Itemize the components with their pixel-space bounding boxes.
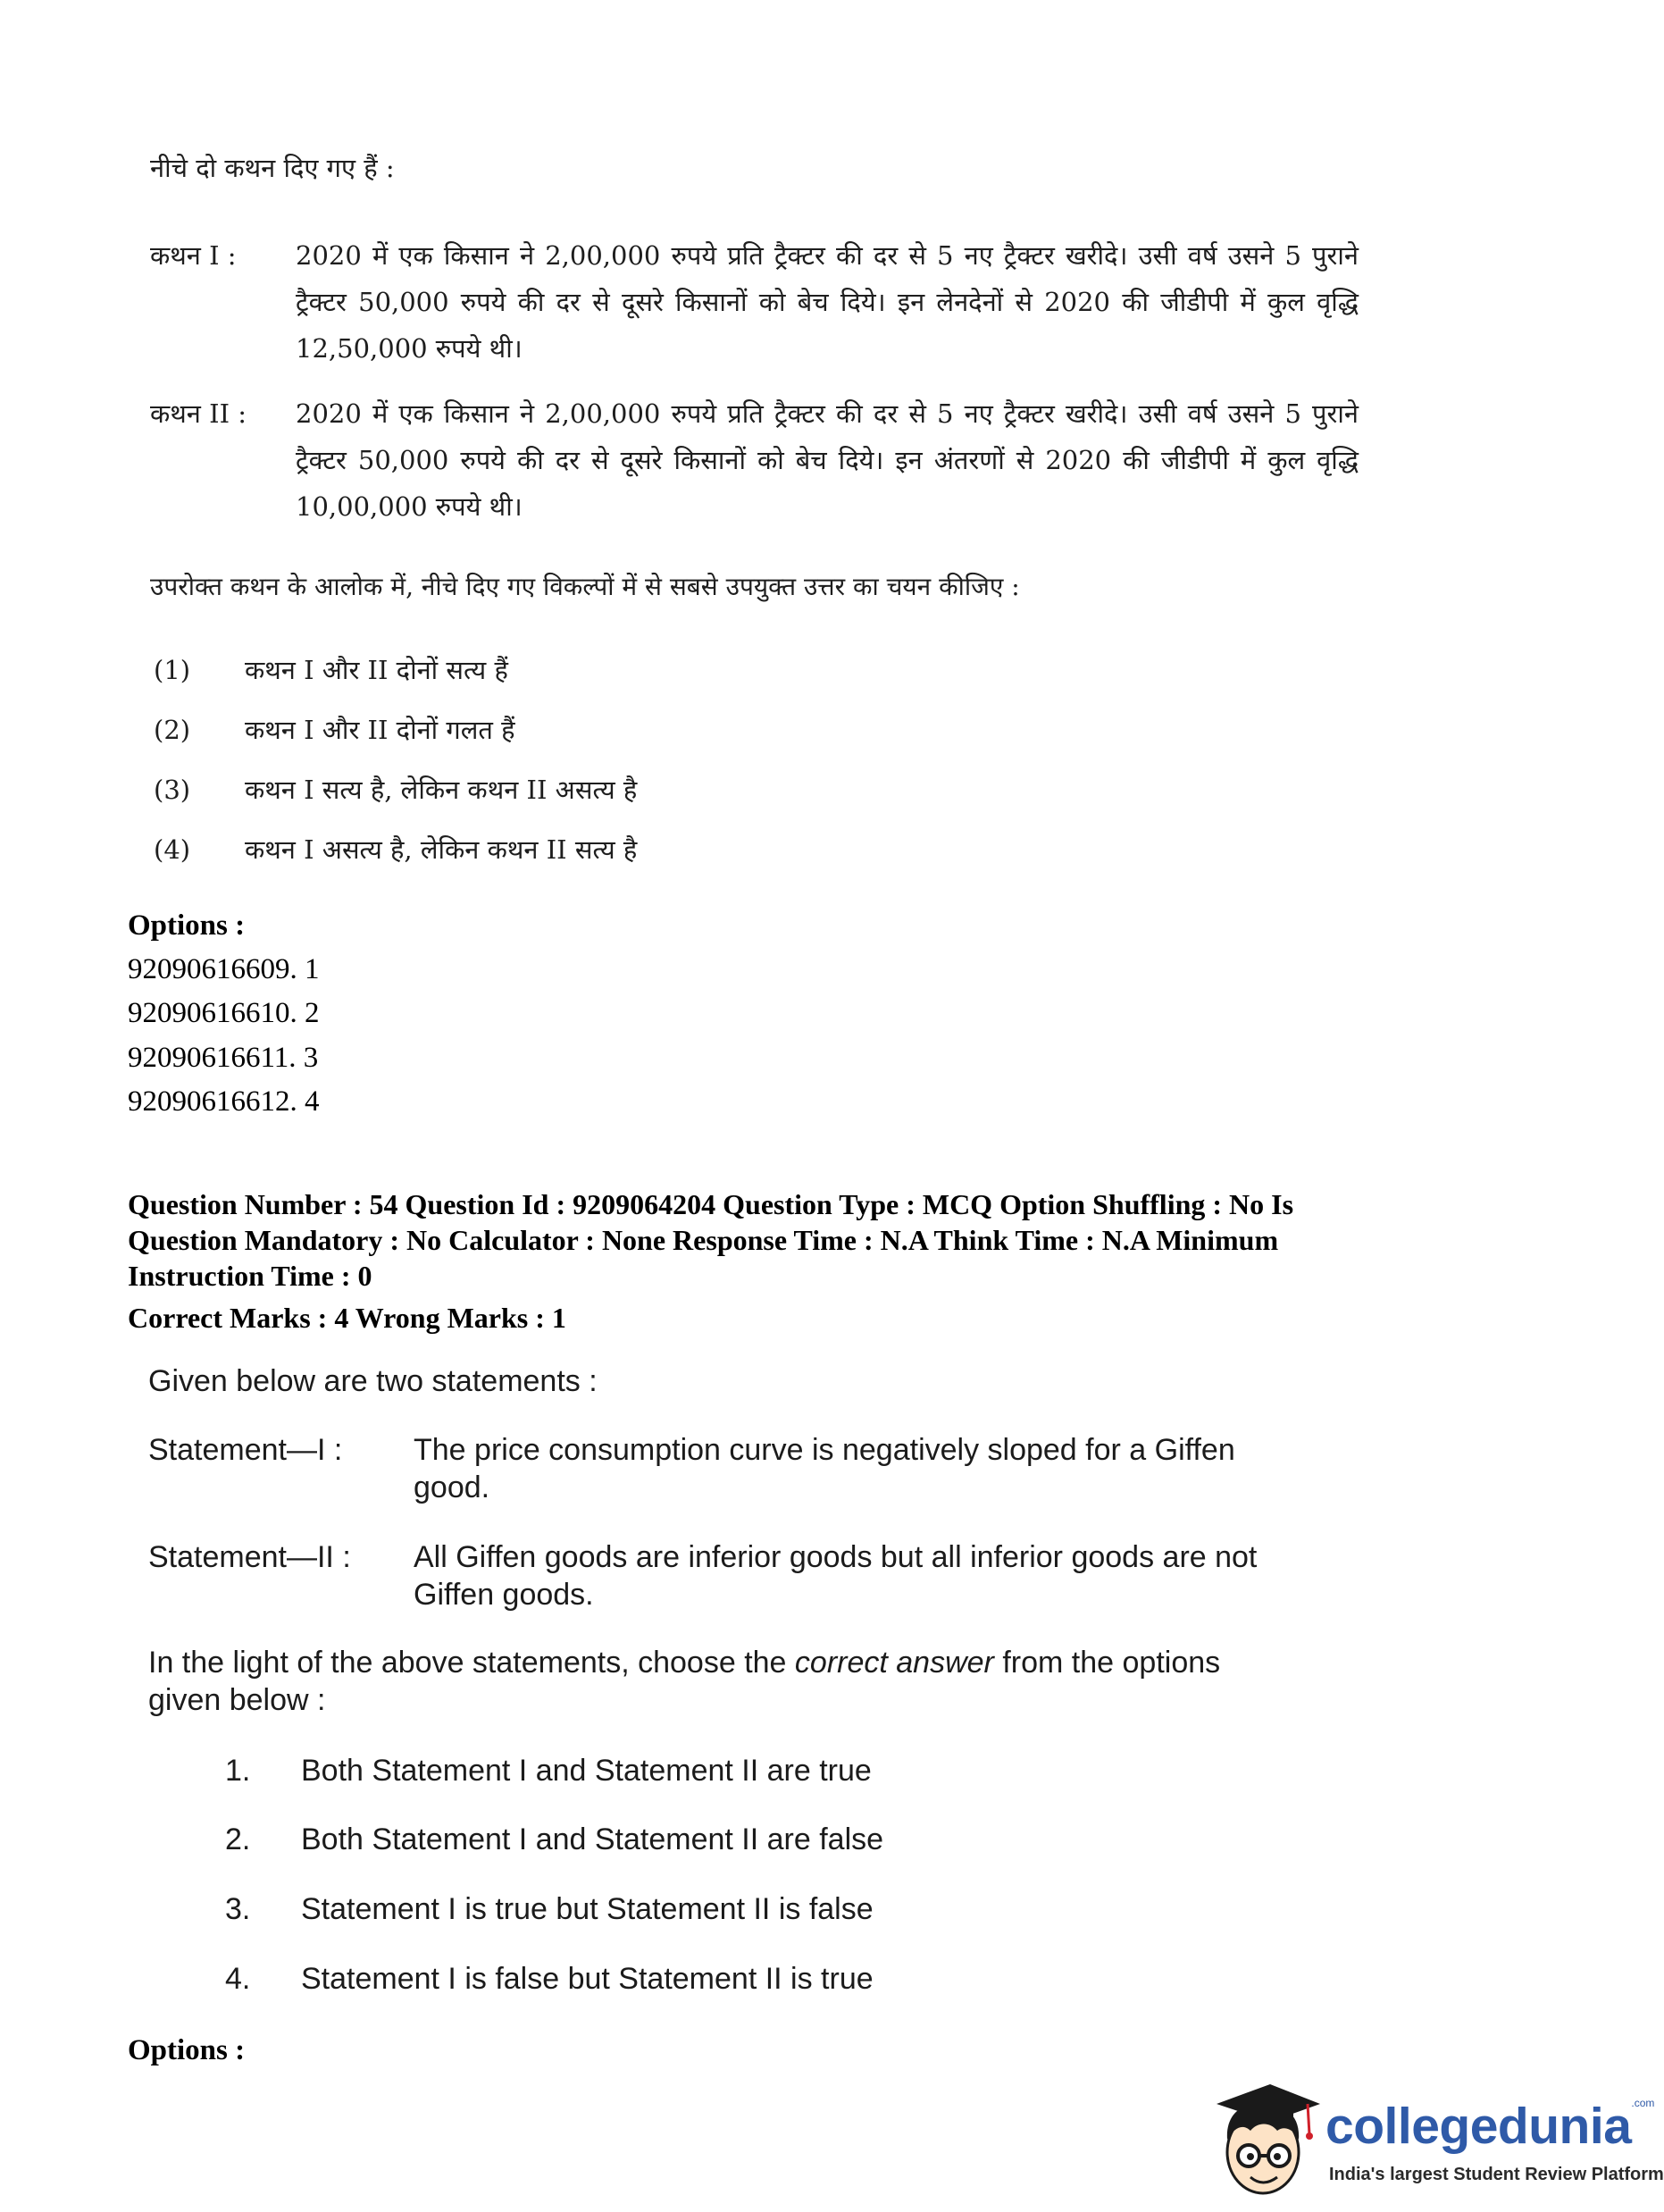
question-marks: Correct Marks : 4 Wrong Marks : 1 xyxy=(128,1302,566,1334)
hindi-statement-1-text: 2020 में एक किसान ने 2,00,000 रुपये प्रति ट्रैक्टर की दर से 5 नए ट्रैक्टर खरीदे। उसी वर्ष उसने 5 पुराने ट्रैक्टर 50,000 रुपये की दर से दूसरे किसानों को बेच दिये। इन लेनदेनों से 2020 की जीडीपी में कुल वृद्धि 12,50,000 रुपये थी। xyxy=(296,240,1359,364)
hindi-statement-2-label: कथन II : xyxy=(150,398,247,429)
english-choice-1-text: Both Statement I and Statement II are true xyxy=(301,1754,872,1788)
english-choice-2-num: 2. xyxy=(225,1822,251,1856)
english-choice-3-text: Statement I is true but Statement II is false xyxy=(301,1892,874,1926)
logo-suffix: .com xyxy=(1631,2097,1655,2109)
english-choice-3-num: 3. xyxy=(225,1892,251,1926)
hindi-choice-2-num: (2) xyxy=(154,715,191,745)
english-choice-4-text: Statement I is false but Statement II is true xyxy=(301,1962,874,1996)
english-prompt-before: In the light of the above statements, choose the xyxy=(148,1646,795,1680)
logo-brand: collegedunia$^{.com}$ xyxy=(1325,2097,1655,2155)
english-choice-4 xyxy=(225,1962,874,1997)
english-choice-1-num: 1. xyxy=(225,1754,251,1788)
mascot-icon xyxy=(1208,2077,1324,2202)
collegedunia-logo xyxy=(1208,2077,1664,2202)
hindi-choice-4 xyxy=(154,832,637,867)
question-meta-line-2: Question Mandatory : No Calculator : None Response Time : N.A Think Time : N.A Minimum xyxy=(128,1224,1279,1256)
question-meta xyxy=(128,1186,1293,1294)
english-statement-2 xyxy=(148,1538,1309,1613)
english-prompt-italic: correct answer xyxy=(794,1646,994,1680)
options-heading-2: Options : xyxy=(128,2034,246,2066)
english-intro: Given below are two statements : xyxy=(148,1364,598,1398)
hindi-statement-2-text: 2020 में एक किसान ने 2,00,000 रुपये प्रति ट्रैक्टर की दर से 5 नए ट्रैक्टर खरीदे। उसी वर्ष उसने 5 पुराने ट्रैक्टर 50,000 रुपये की दर से दूसरे किसानों को बेच दिये। इन अंतरणों से 2020 की जीडीपी में कुल वृद्धि 10,00,000 रुपये थी। xyxy=(296,398,1359,522)
english-choice-1 xyxy=(225,1754,872,1789)
hindi-choice-2-text: कथन I और II दोनों गलत हैं xyxy=(245,715,515,745)
hindi-statement-2 xyxy=(150,390,1383,530)
hindi-choice-3 xyxy=(154,772,637,807)
english-prompt-after: from the options given below : xyxy=(148,1646,1221,1717)
english-statement-2-text: All Giffen goods are inferior goods but all inferior goods are not Giffen goods. xyxy=(414,1540,1258,1612)
hindi-prompt: उपरोक्त कथन के आलोक में, नीचे दिए गए विकल्पों में से सबसे उपयुक्त उत्तर का चयन कीजिए : xyxy=(150,572,1020,601)
english-choice-2-text: Both Statement I and Statement II are false xyxy=(301,1822,884,1856)
hindi-choice-3-text: कथन I सत्य है, लेकिन कथन II असत्य है xyxy=(245,775,638,805)
english-choice-3 xyxy=(225,1892,874,1927)
hindi-choice-4-num: (4) xyxy=(154,834,191,865)
english-choice-4-num: 4. xyxy=(225,1962,251,1996)
english-prompt xyxy=(148,1644,1300,1719)
english-statement-1-label: Statement—I : xyxy=(148,1433,343,1467)
hindi-choice-3-num: (3) xyxy=(154,775,191,805)
english-choice-2 xyxy=(225,1822,883,1857)
hindi-choice-1-text: कथन I और II दोनों सत्य हैं xyxy=(245,655,508,685)
english-statement-1 xyxy=(148,1431,1309,1506)
option-line-1: 92090616609. 1 xyxy=(128,953,320,985)
hindi-choice-1-num: (1) xyxy=(154,655,191,685)
hindi-statement-1-label: कथन I : xyxy=(150,240,237,271)
option-line-4: 92090616612. 4 xyxy=(128,1085,320,1118)
hindi-intro: नीचे दो कथन दिए गए हैं : xyxy=(150,153,395,183)
english-statement-2-label: Statement—II : xyxy=(148,1540,351,1574)
hindi-choice-2 xyxy=(154,712,515,747)
hindi-statement-1 xyxy=(150,232,1383,372)
hindi-choice-4-text: कथन I असत्य है, लेकिन कथन II सत्य है xyxy=(245,834,638,865)
question-meta-line-3: Instruction Time : 0 xyxy=(128,1260,372,1292)
english-statement-1-text: The price consumption curve is negatively sloped for a Giffen good. xyxy=(414,1433,1235,1504)
option-line-2: 92090616610. 2 xyxy=(128,997,320,1029)
hindi-choice-1 xyxy=(154,652,508,687)
option-line-3: 92090616611. 3 xyxy=(128,1042,319,1074)
logo-tagline: India's largest Student Review Platform xyxy=(1329,2165,1664,2184)
options-heading-1: Options : xyxy=(128,909,246,942)
question-meta-line-1: Question Number : 54 Question Id : 9209064204 Question Type : MCQ Option Shuffling : No Is xyxy=(128,1188,1294,1220)
